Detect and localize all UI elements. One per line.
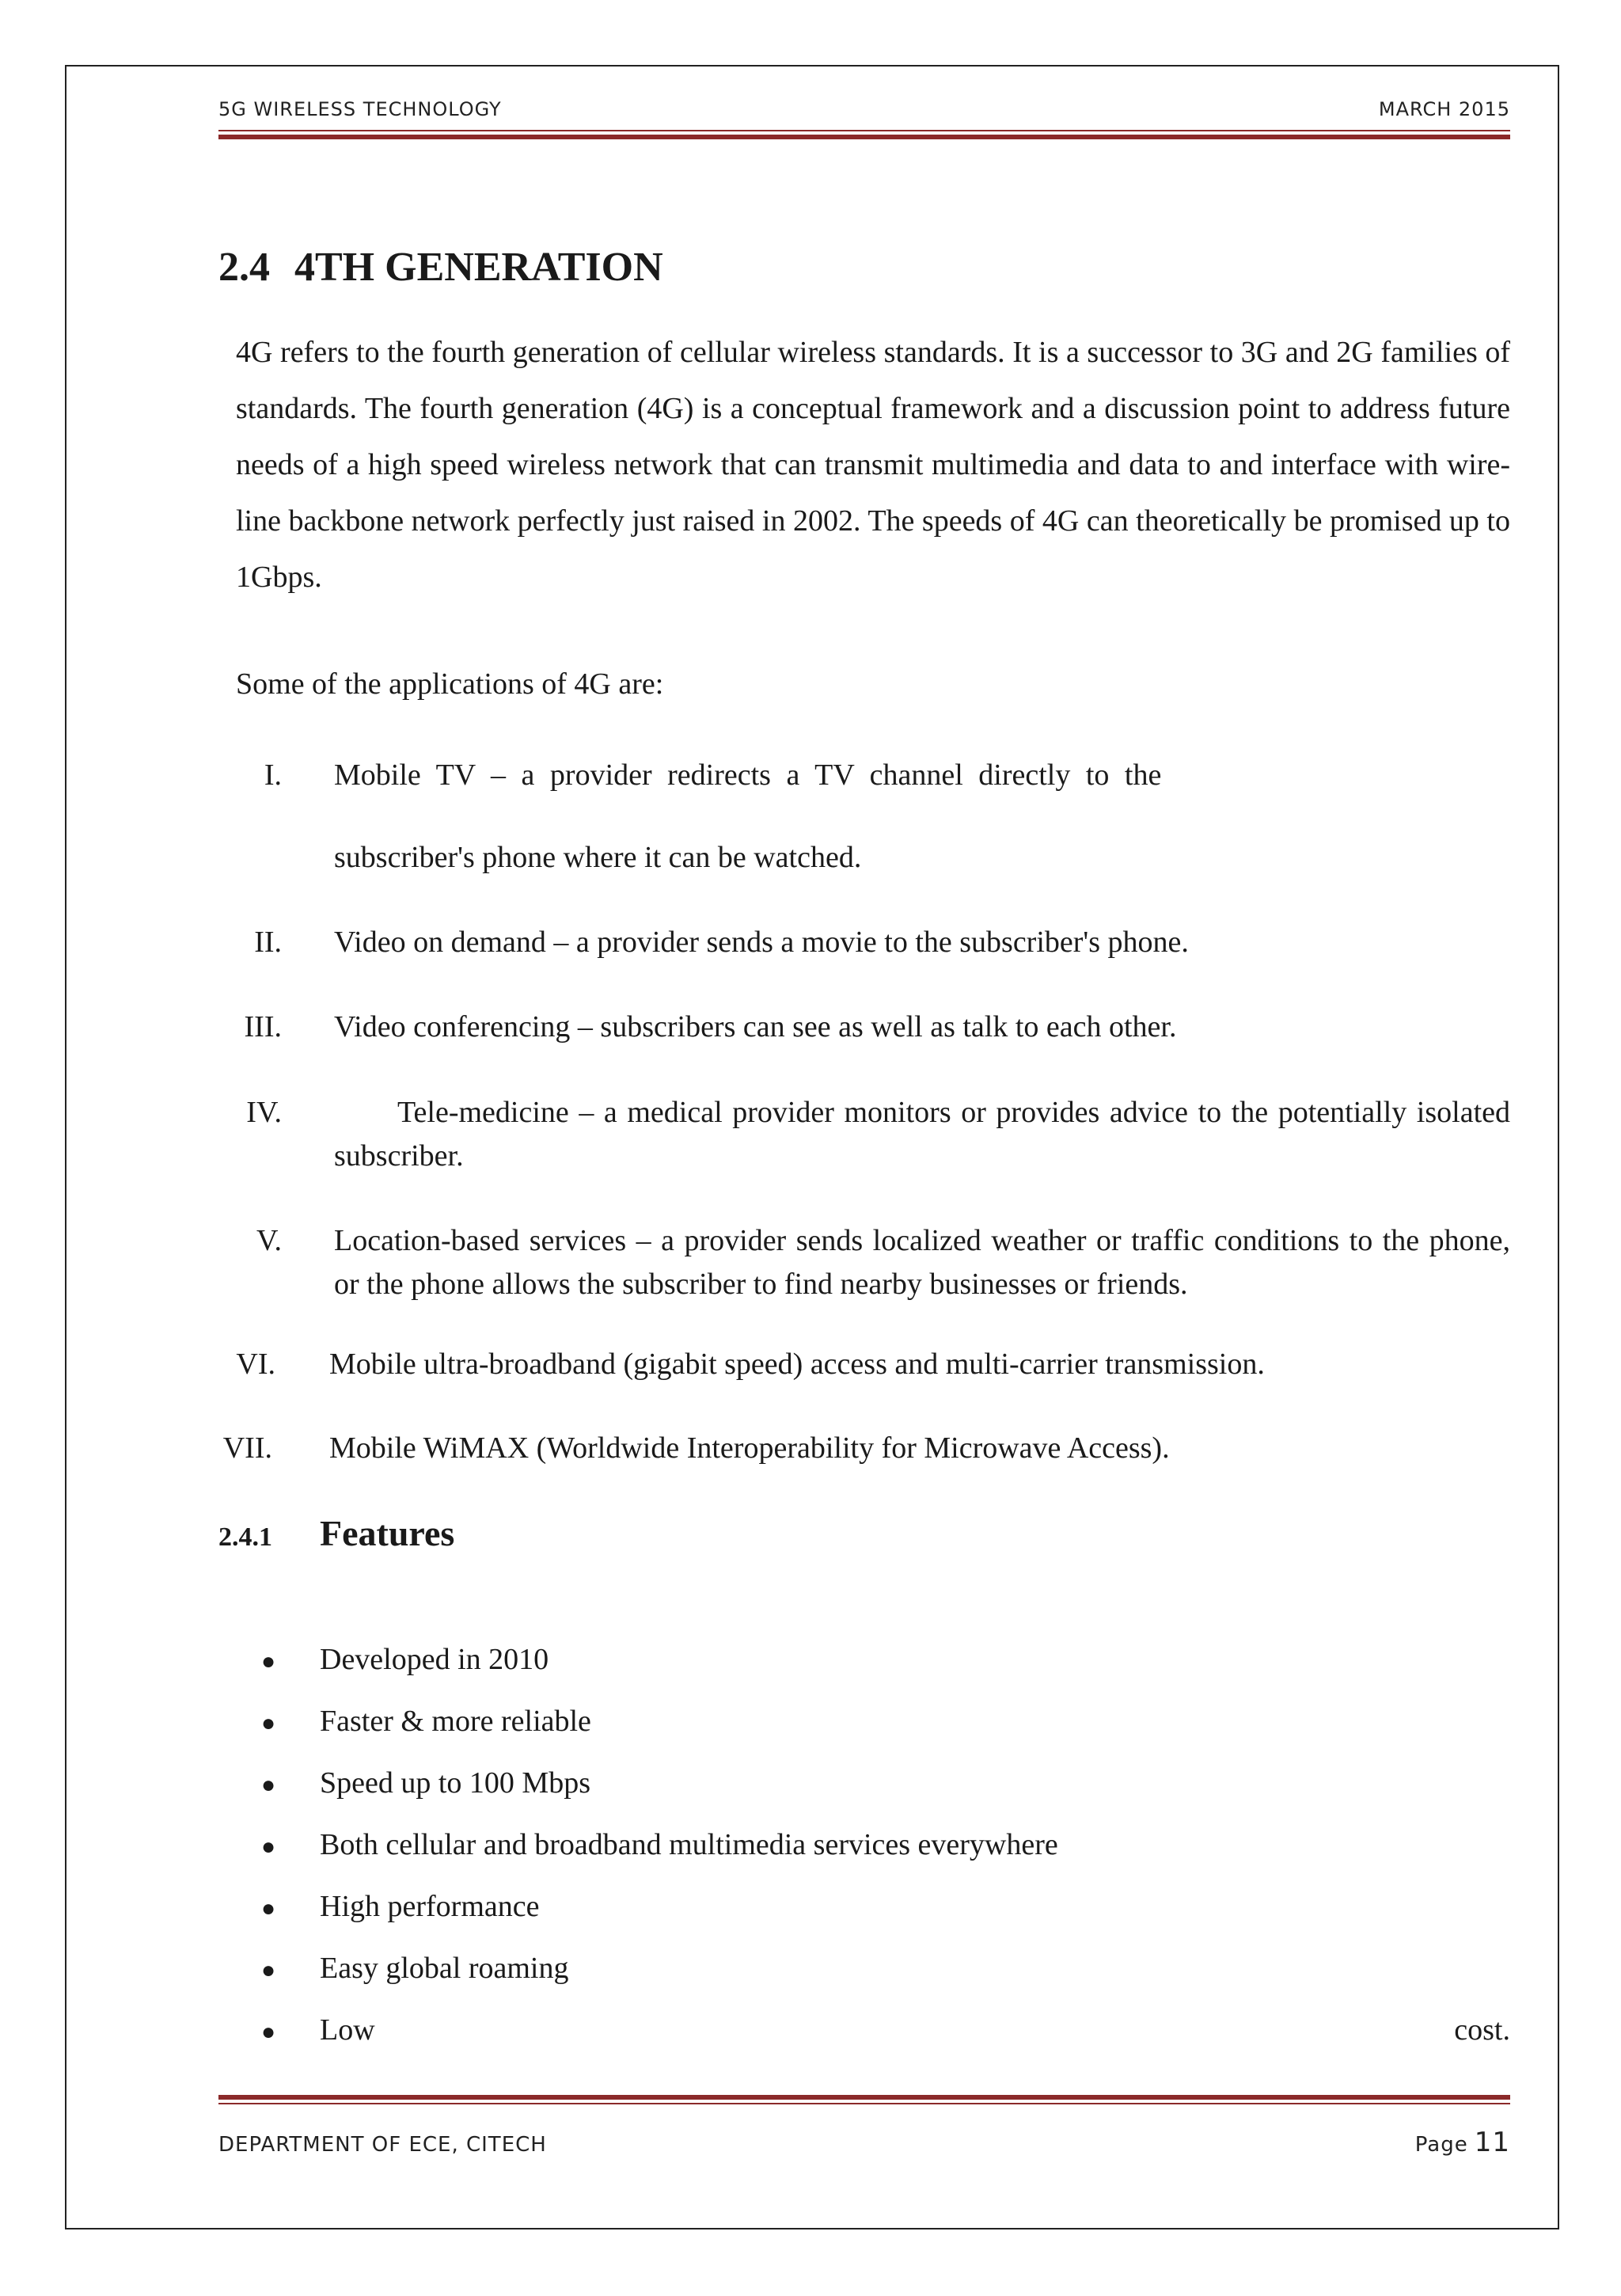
page-indicator [1415,2127,1510,2158]
header-date: MARCH 2015 [1378,98,1510,120]
feature-item [261,2013,1510,2047]
header-title: 5G WIRELESS TECHNOLOGY [218,98,502,120]
item-text: Location-based services – a provider sends localized weather or traffic conditions to the phone, or the phone allows the subscriber to find nearby businesses or friends. [334,1224,1510,1301]
bullet-icon: ● [261,2019,276,2046]
feature-item [261,1766,590,1800]
feature-text-right: cost. [1454,2013,1510,2047]
subsection-number: 2.4.1 [218,1522,272,1552]
bullet-icon: ● [261,1710,276,1737]
item-text: Mobile ultra-broadband (gigabit speed) access and multi-carrier transmission. [329,1348,1265,1381]
bullet-icon: ● [261,1648,276,1675]
section-paragraph: 4G refers to the fourth generation of cellular wireless standards. It is a successor to 3G and 2G families of standards. The fourth generation (4G) is a conceptual framework and a discussion point to address future needs of a high speed wireless network that can transmit multimedia and data to and interface with wire-line backbone network perfectly just raised in 2002. The speeds of 4G can theoretically be promised up to 1Gbps. [236,336,1510,594]
running-header [218,98,1510,120]
header-rule-top [218,130,1510,131]
feature-text: Speed up to 100 Mbps [320,1766,590,1800]
bullet-icon: ● [261,1957,276,1984]
feature-item [261,1704,591,1739]
header-rule-bottom [218,135,1510,139]
page-number: 11 [1474,2127,1510,2158]
running-footer [218,2127,1510,2158]
section-heading [218,244,663,291]
feature-text: Faster & more reliable [320,1705,591,1738]
item-text: Video conferencing – subscribers can see as well as talk to each other. [334,1010,1177,1043]
feature-item [261,1951,568,1986]
subsection-heading [218,1512,454,1554]
item-numeral: I. [264,758,282,792]
feature-item [261,1827,1058,1862]
item-numeral: III. [244,1010,282,1043]
footer-rule-top [218,2095,1510,2100]
bullet-icon: ● [261,1834,276,1861]
item-numeral: VI. [236,1348,275,1381]
item-text: Video on demand – a provider sends a movie to the subscriber's phone. [334,926,1189,959]
applications-intro: Some of the applications of 4G are: [236,667,664,701]
feature-text: Developed in 2010 [320,1643,549,1676]
footer-rule-bottom [218,2103,1510,2104]
item-numeral: VII. [222,1431,272,1465]
item-numeral: V. [256,1224,282,1257]
item-text: Mobile TV – a provider redirects a TV channel directly to the [334,758,1162,792]
item-numeral: IV. [246,1096,282,1129]
bullet-icon: ● [261,1772,276,1799]
feature-text: Both cellular and broadband multimedia services everywhere [320,1828,1058,1861]
feature-text: Easy global roaming [320,1952,569,1985]
section-number: 2.4 [218,245,270,290]
item-text: Mobile WiMAX (Worldwide Interoperability for Microwave Access). [329,1431,1170,1465]
page-label: Page [1414,2133,1468,2157]
feature-text-left: Low [320,2013,375,2047]
item-numeral: II. [254,926,282,959]
footer-department: DEPARTMENT OF ECE, CITECH [218,2133,547,2157]
feature-text: High performance [320,1890,540,1923]
subsection-title: Features [320,1513,455,1553]
feature-item [261,1889,540,1924]
section-title: 4TH GENERATION [294,245,663,290]
item-text-continued: subscriber's phone where it can be watched. [334,841,862,874]
bullet-icon: ● [261,1895,276,1922]
feature-item [261,1642,549,1677]
item-text: Tele-medicine – a medical provider monitors or provides advice to the potentially isolated subscriber. [334,1096,1510,1173]
